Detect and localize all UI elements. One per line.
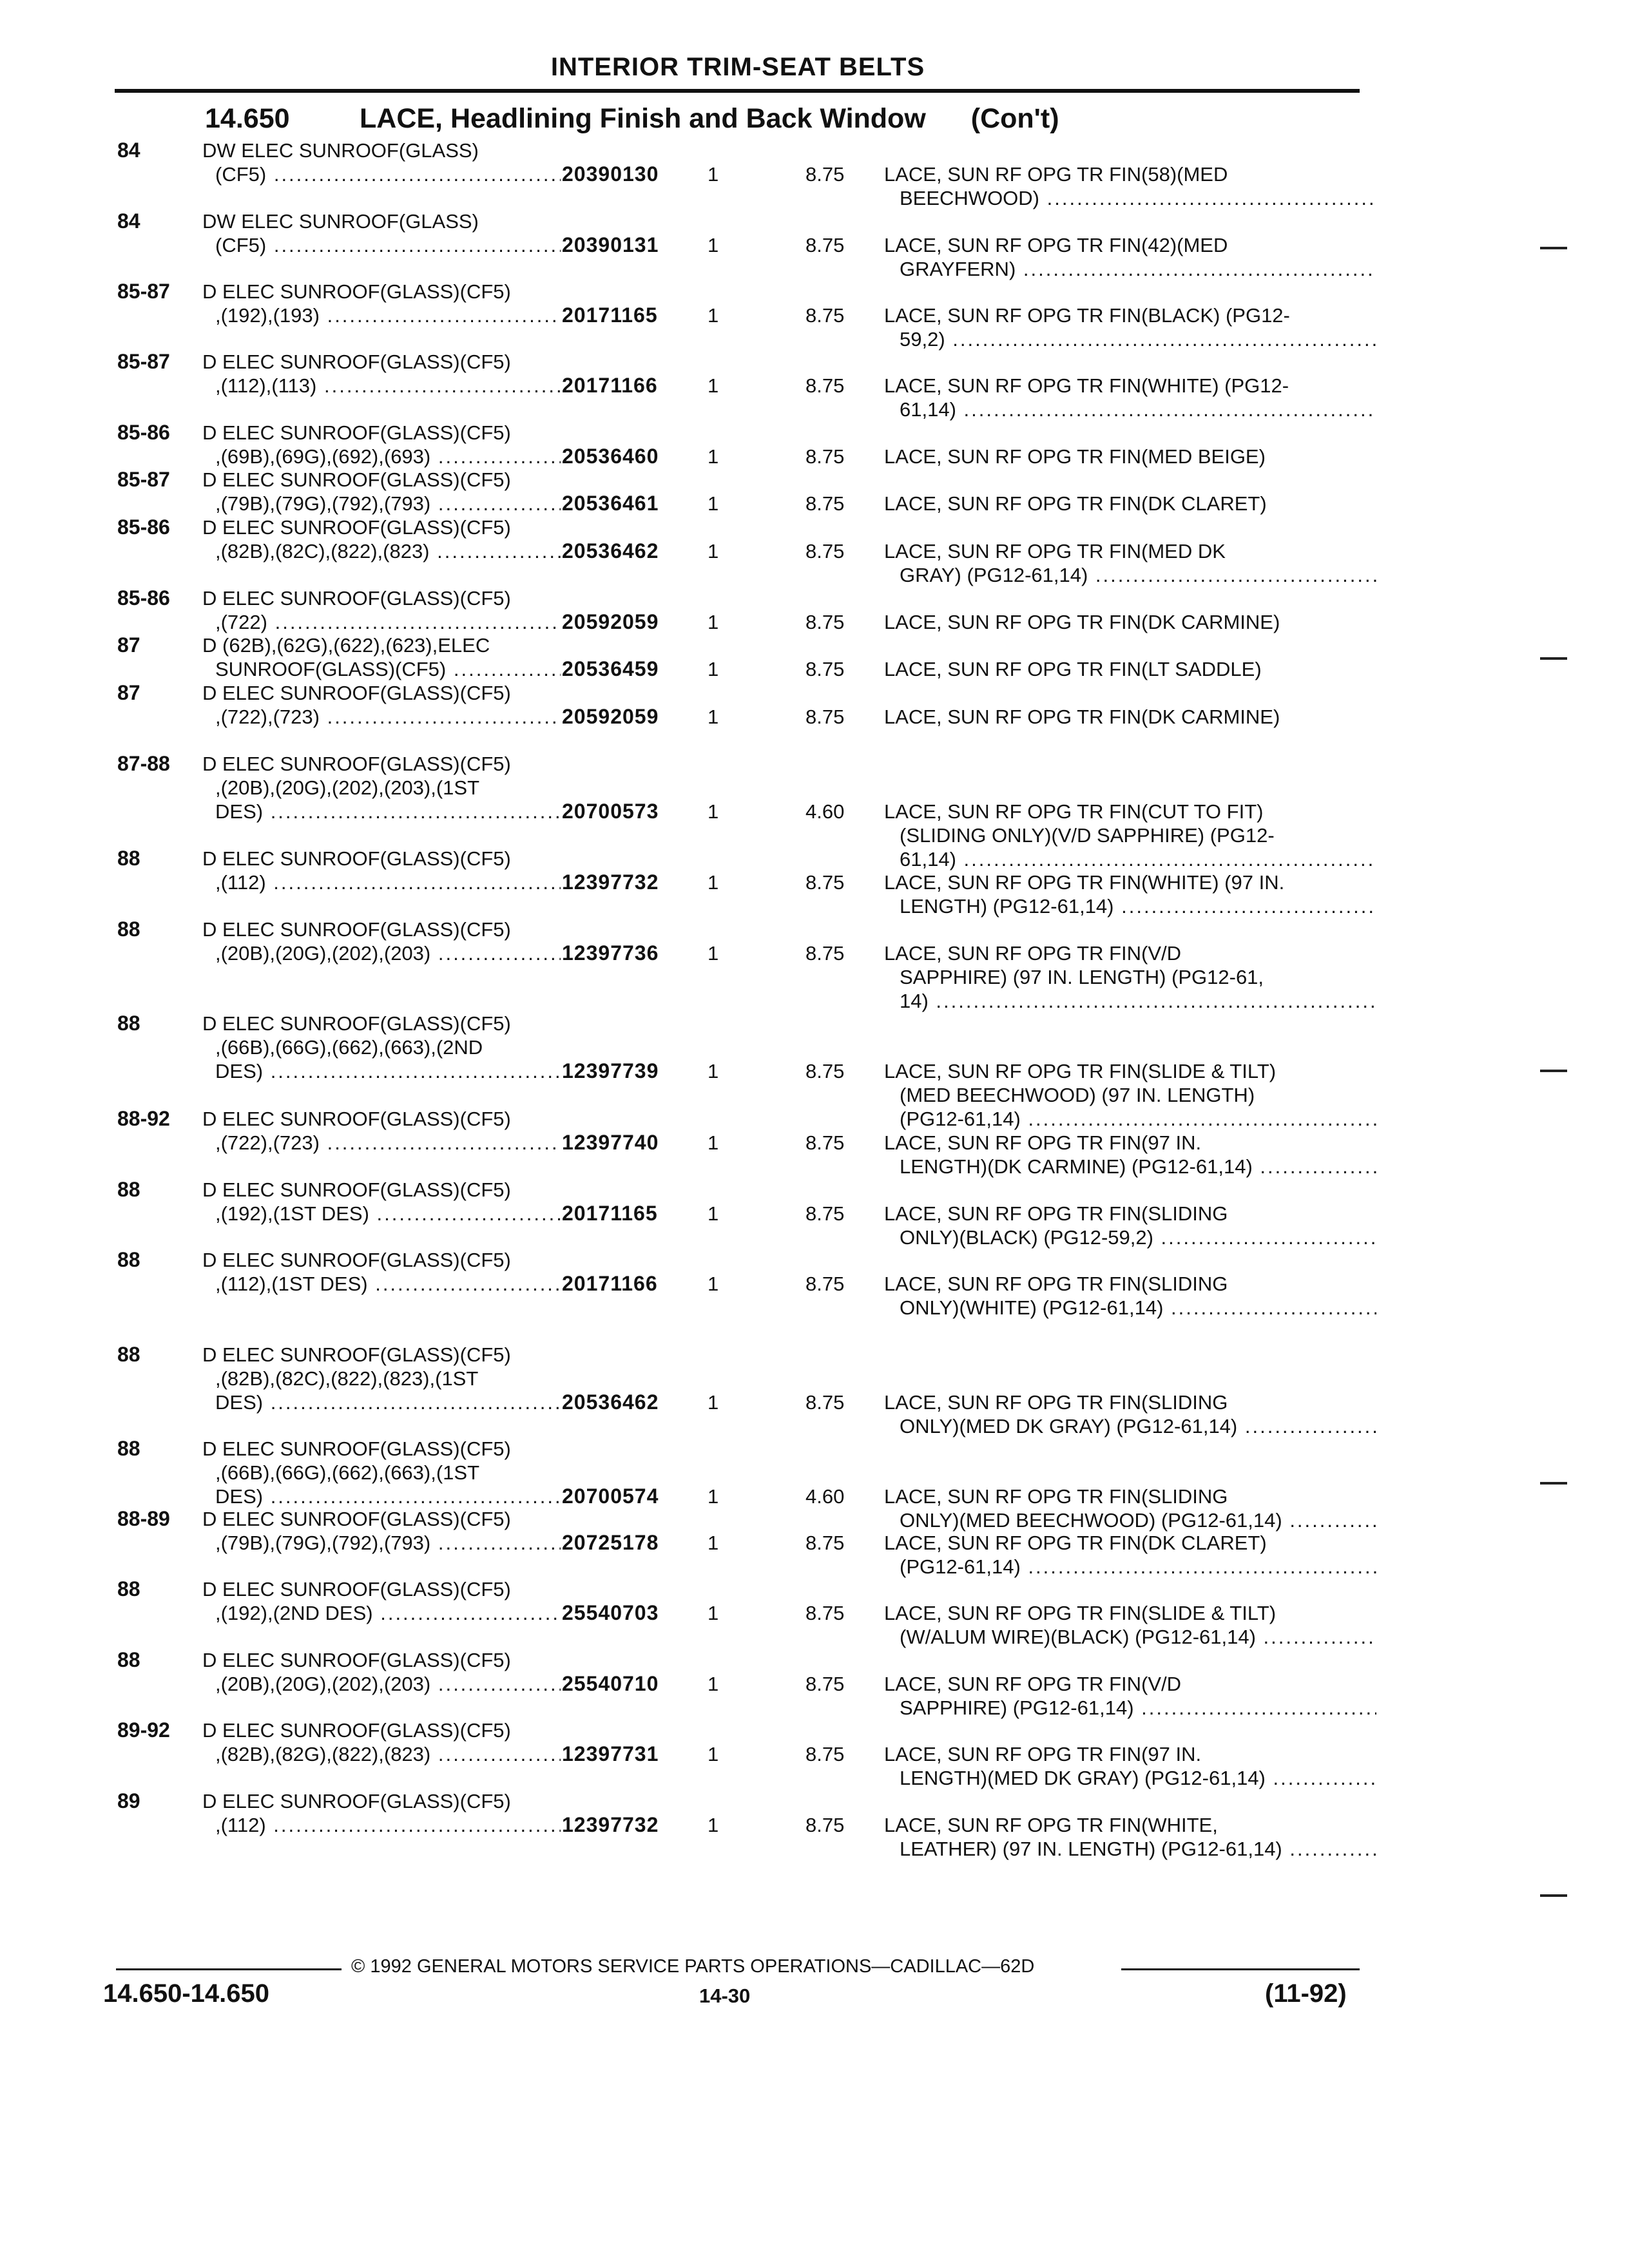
price: 8.75 <box>805 1273 845 1295</box>
model-year: 84 <box>117 139 140 162</box>
description <box>202 139 561 186</box>
description-line: D ELEC SUNROOF(GLASS)(CF5) <box>202 1108 511 1130</box>
part-name <box>884 1742 1376 1790</box>
description-line: D ELEC SUNROOF(GLASS)(CF5) <box>202 1649 511 1671</box>
part-number: 12397736 <box>562 941 659 965</box>
description-line: (CF5) ..... <box>202 162 561 186</box>
description-line: ,(192),(2ND DES) ..... <box>202 1601 561 1625</box>
part-number: 12397740 <box>562 1131 659 1154</box>
model-year: 88-89 <box>117 1507 170 1530</box>
part-name-line: LENGTH) (PG12-61,14) ..... <box>884 894 1376 918</box>
description-line: ,(112),(113) ..... <box>202 374 561 398</box>
part-number: 20592059 <box>562 705 659 728</box>
description-line: ,(82B),(82G),(822),(823) ..... <box>202 1742 561 1766</box>
description <box>202 633 561 681</box>
description-line: D ELEC SUNROOF(GLASS)(CF5) <box>202 1343 511 1366</box>
margin-mark <box>1540 1894 1567 1897</box>
quantity: 1 <box>708 800 719 823</box>
description-line: D ELEC SUNROOF(GLASS)(CF5) <box>202 421 511 444</box>
description-line: ,(66B),(66G),(662),(663),(2ND <box>215 1036 483 1059</box>
quantity: 1 <box>708 611 719 633</box>
part-name <box>884 1272 1376 1320</box>
model-year: 85-87 <box>117 468 170 491</box>
part-name <box>884 1485 1376 1532</box>
part-number: 20390131 <box>562 233 659 256</box>
description <box>202 1577 561 1625</box>
model-year: 85-87 <box>117 280 170 303</box>
price: 8.75 <box>805 445 845 468</box>
part-number: 20171165 <box>562 303 658 327</box>
part-name <box>884 303 1376 351</box>
model-year: 85-87 <box>117 350 170 373</box>
part-name-line: LACE, SUN RF OPG TR FIN(WHITE) (PG12- <box>884 374 1289 397</box>
description-line: D ELEC SUNROOF(GLASS)(CF5) <box>202 516 511 539</box>
model-year: 88 <box>117 1343 140 1366</box>
model-year: 84 <box>117 209 140 233</box>
quantity: 1 <box>708 1060 719 1082</box>
description-line: D ELEC SUNROOF(GLASS)(CF5) <box>202 1578 511 1600</box>
part-name-line: ONLY)(MED DK GRAY) (PG12-61,14) ..... <box>884 1414 1376 1438</box>
part-number: 20725178 <box>562 1531 659 1554</box>
section-number: 14.650 <box>205 103 290 134</box>
quantity: 1 <box>708 942 719 965</box>
description <box>202 468 561 515</box>
quantity: 1 <box>708 540 719 562</box>
description-line: ,(722),(723) ..... <box>202 705 561 729</box>
part-number: 12397732 <box>562 1813 659 1836</box>
part-name-line: ONLY)(WHITE) (PG12-61,14) ..... <box>884 1296 1376 1320</box>
description-line: D ELEC SUNROOF(GLASS)(CF5) <box>202 682 511 704</box>
price: 8.75 <box>805 234 845 256</box>
model-year: 88 <box>117 1178 140 1201</box>
part-name-line: LACE, SUN RF OPG TR FIN(97 IN. <box>884 1743 1202 1765</box>
price: 8.75 <box>805 1532 845 1554</box>
part-name-line: LACE, SUN RF OPG TR FIN(MED BEIGE) <box>884 445 1266 468</box>
margin-mark <box>1540 1482 1567 1485</box>
quantity: 1 <box>708 1485 719 1508</box>
part-name-line: LACE, SUN RF OPG TR FIN(BLACK) (PG12- <box>884 304 1290 327</box>
part-name <box>884 1813 1376 1861</box>
price: 8.75 <box>805 1060 845 1082</box>
part-name-line: LACE, SUN RF OPG TR FIN(WHITE) (97 IN. <box>884 871 1285 894</box>
description-line: ,(82B),(82C),(822),(823) ..... <box>202 539 561 563</box>
section-continued: (Con't) <box>970 103 1059 134</box>
part-name-line: LACE, SUN RF OPG TR FIN(DK CLARET) <box>884 1532 1267 1554</box>
part-name-line: LACE, SUN RF OPG TR FIN(42)(MED <box>884 234 1228 256</box>
part-name-line: 59,2) ..... <box>884 327 1376 351</box>
description <box>202 421 561 468</box>
description <box>202 350 561 398</box>
description <box>202 1012 561 1083</box>
description-line: D ELEC SUNROOF(GLASS)(CF5) <box>202 1178 511 1201</box>
part-name-line: BEECHWOOD) ..... <box>884 186 1376 210</box>
part-name <box>884 162 1376 210</box>
copyright-notice: © 1992 GENERAL MOTORS SERVICE PARTS OPERATIONS—CADILLAC—62D <box>351 1956 1035 1977</box>
model-year: 88 <box>117 1437 140 1460</box>
description-line: DES) ..... <box>202 800 561 823</box>
footer-rule-left <box>116 1968 342 1970</box>
footer-rule-right <box>1121 1968 1360 1970</box>
part-number: 20700574 <box>562 1485 659 1508</box>
part-number: 20592059 <box>562 610 659 633</box>
part-name-line: ONLY)(MED BEECHWOOD) (PG12-61,14) ..... <box>884 1508 1376 1532</box>
margin-mark <box>1540 1070 1567 1072</box>
description-line: D ELEC SUNROOF(GLASS)(CF5) <box>202 1790 511 1812</box>
part-name <box>884 1531 1376 1579</box>
part-name-line: LACE, SUN RF OPG TR FIN(SLIDING <box>884 1273 1228 1295</box>
price: 8.75 <box>805 1391 845 1414</box>
model-year: 88 <box>117 1648 140 1671</box>
description <box>202 1107 561 1155</box>
part-name-line: LACE, SUN RF OPG TR FIN(V/D <box>884 942 1182 965</box>
description <box>202 586 561 634</box>
price: 8.75 <box>805 1202 845 1225</box>
part-number: 12397732 <box>562 870 659 894</box>
description-line: D ELEC SUNROOF(GLASS)(CF5) <box>202 1249 511 1271</box>
description <box>202 1789 561 1837</box>
part-number: 20536459 <box>562 657 659 680</box>
description-line: D ELEC SUNROOF(GLASS)(CF5) <box>202 351 511 373</box>
description-line: ,(20B),(20G),(202),(203) ..... <box>202 941 561 965</box>
quantity: 1 <box>708 1131 719 1154</box>
quantity: 1 <box>708 492 719 515</box>
part-name <box>884 374 1376 421</box>
part-number: 20171166 <box>562 1272 658 1295</box>
price: 8.75 <box>805 658 845 680</box>
description <box>202 918 561 965</box>
description <box>202 1178 561 1225</box>
description-line: ,(722) ..... <box>202 610 561 634</box>
quantity: 1 <box>708 163 719 186</box>
description-line: (CF5) ..... <box>202 233 561 257</box>
description-line: ,(722),(723) ..... <box>202 1131 561 1155</box>
description <box>202 1248 561 1296</box>
section-range: 14.650-14.650 <box>103 1979 270 2008</box>
description-line: ,(112),(1ST DES) ..... <box>202 1272 561 1296</box>
description-line: ,(192),(193) ..... <box>202 303 561 327</box>
part-name <box>884 1202 1376 1249</box>
part-name-line: LENGTH)(MED DK GRAY) (PG12-61,14) ..... <box>884 1766 1376 1790</box>
part-name-line: LACE, SUN RF OPG TR FIN(MED DK <box>884 540 1226 562</box>
part-name-line: LENGTH)(DK CARMINE) (PG12-61,14) ..... <box>884 1155 1376 1178</box>
part-name-line: SAPPHIRE) (97 IN. LENGTH) (PG12-61, <box>900 966 1264 988</box>
quantity: 1 <box>708 1273 719 1295</box>
description <box>202 209 561 257</box>
model-year: 88 <box>117 847 140 870</box>
price: 8.75 <box>805 611 845 633</box>
part-name <box>884 1672 1376 1720</box>
price: 8.75 <box>805 163 845 186</box>
part-name <box>884 492 1267 515</box>
part-name-line: LACE, SUN RF OPG TR FIN(97 IN. <box>884 1131 1202 1154</box>
description-line: D ELEC SUNROOF(GLASS)(CF5) <box>202 918 511 941</box>
quantity: 1 <box>708 871 719 894</box>
description-line: ,(112) ..... <box>202 1813 561 1837</box>
page-number: 14-30 <box>699 1984 751 2007</box>
part-number: 20171165 <box>562 1202 658 1225</box>
quantity: 1 <box>708 658 719 680</box>
description-line: ,(79B),(79G),(792),(793) ..... <box>202 492 561 515</box>
price: 8.75 <box>805 1814 845 1836</box>
quantity: 1 <box>708 374 719 397</box>
price: 8.75 <box>805 871 845 894</box>
description-line: D ELEC SUNROOF(GLASS)(CF5) <box>202 468 511 491</box>
part-number: 12397739 <box>562 1059 659 1082</box>
description <box>202 280 561 327</box>
part-name <box>884 1059 1376 1131</box>
part-name-line: LACE, SUN RF OPG TR FIN(SLIDE & TILT) <box>884 1602 1277 1624</box>
description-line: ,(112) ..... <box>202 870 561 894</box>
part-name-line: LACE, SUN RF OPG TR FIN(58)(MED <box>884 163 1228 186</box>
part-name-line: LACE, SUN RF OPG TR FIN(LT SADDLE) <box>884 658 1262 680</box>
description-line: ,(79B),(79G),(792),(793) ..... <box>202 1531 561 1555</box>
part-name-line: ONLY)(BLACK) (PG12-59,2) ..... <box>884 1225 1376 1249</box>
price: 8.75 <box>805 1673 845 1695</box>
part-name <box>884 539 1376 587</box>
part-name <box>884 705 1280 729</box>
model-year: 89 <box>117 1789 140 1812</box>
description-line: DES) ..... <box>202 1059 561 1083</box>
quantity: 1 <box>708 1673 719 1695</box>
description <box>202 752 561 823</box>
description <box>202 1437 561 1508</box>
model-year: 88 <box>117 1012 140 1035</box>
part-name-line: (PG12-61,14) ..... <box>884 1555 1376 1579</box>
description-line: ,(192),(1ST DES) ..... <box>202 1202 561 1225</box>
quantity: 1 <box>708 234 719 256</box>
part-name-line: (MED BEECHWOOD) (97 IN. LENGTH) <box>900 1084 1255 1106</box>
model-year: 88 <box>117 1248 140 1271</box>
quantity: 1 <box>708 1602 719 1624</box>
description-line: ,(20B),(20G),(202),(203) ..... <box>202 1672 561 1696</box>
quantity: 1 <box>708 706 719 728</box>
description <box>202 681 561 729</box>
margin-mark <box>1540 247 1567 249</box>
part-name <box>884 610 1280 634</box>
description <box>202 515 561 563</box>
model-year: 85-86 <box>117 421 170 444</box>
part-name-line: LACE, SUN RF OPG TR FIN(SLIDING <box>884 1391 1228 1414</box>
price: 8.75 <box>805 942 845 965</box>
part-name-line: LACE, SUN RF OPG TR FIN(DK CLARET) <box>884 492 1267 515</box>
part-name <box>884 800 1376 871</box>
part-number: 20536461 <box>562 492 659 515</box>
description-line: ,(66B),(66G),(662),(663),(1ST <box>215 1461 480 1484</box>
description-line: DES) ..... <box>202 1485 561 1508</box>
part-number: 25540710 <box>562 1672 659 1695</box>
model-year: 85-86 <box>117 515 170 539</box>
model-year: 87 <box>117 633 140 657</box>
description-line: SUNROOF(GLASS)(CF5) ..... <box>202 657 561 681</box>
part-number: 20536462 <box>562 539 659 562</box>
part-number: 20536460 <box>562 445 659 468</box>
model-year: 88 <box>117 1577 140 1600</box>
section-title: LACE, Headlining Finish and Back Window <box>360 103 926 134</box>
description <box>202 1648 561 1696</box>
description-line: D ELEC SUNROOF(GLASS)(CF5) <box>202 753 511 775</box>
description-line: D ELEC SUNROOF(GLASS)(CF5) <box>202 1012 511 1035</box>
description-line: D (62B),(62G),(622),(623),ELEC <box>202 634 490 657</box>
description-line: D ELEC SUNROOF(GLASS)(CF5) <box>202 280 511 303</box>
price: 8.75 <box>805 1743 845 1765</box>
quantity: 1 <box>708 1814 719 1836</box>
margin-mark <box>1540 657 1567 660</box>
quantity: 1 <box>708 1532 719 1554</box>
part-name <box>884 233 1376 281</box>
description-line: ,(69B),(69G),(692),(693) ..... <box>202 445 561 468</box>
part-name-line: (SLIDING ONLY)(V/D SAPPHIRE) (PG12- <box>900 824 1275 847</box>
part-name-line: GRAYFERN) ..... <box>884 257 1376 281</box>
description <box>202 847 561 894</box>
part-name <box>884 870 1376 918</box>
description-line: DW ELEC SUNROOF(GLASS) <box>202 210 479 233</box>
part-name <box>884 941 1376 1013</box>
part-number: 20390130 <box>562 162 659 186</box>
description <box>202 1507 561 1555</box>
part-name-line: (W/ALUM WIRE)(BLACK) (PG12-61,14) ..... <box>884 1625 1376 1649</box>
model-year: 88-92 <box>117 1107 170 1130</box>
part-name <box>884 1131 1376 1178</box>
part-name <box>884 1601 1376 1649</box>
part-name-line: LACE, SUN RF OPG TR FIN(WHITE, <box>884 1814 1218 1836</box>
price: 8.75 <box>805 304 845 327</box>
revision-date: (11-92) <box>1265 1979 1347 2008</box>
part-name-line: LACE, SUN RF OPG TR FIN(CUT TO FIT) <box>884 800 1264 823</box>
description-line: D ELEC SUNROOF(GLASS)(CF5) <box>202 1437 511 1460</box>
model-year: 89-92 <box>117 1718 170 1742</box>
description-line: DES) ..... <box>202 1390 561 1414</box>
part-name-line: LACE, SUN RF OPG TR FIN(SLIDING <box>884 1485 1228 1508</box>
price: 8.75 <box>805 492 845 515</box>
part-number: 20536462 <box>562 1390 659 1414</box>
part-number: 20700573 <box>562 800 659 823</box>
description-line: ,(82B),(82C),(822),(823),(1ST <box>215 1367 479 1390</box>
part-name-line: 61,14) ..... <box>884 847 1376 871</box>
price: 4.60 <box>805 1485 845 1508</box>
part-name-line: 61,14) ..... <box>884 398 1376 421</box>
part-number: 25540703 <box>562 1601 659 1624</box>
part-name-line: LACE, SUN RF OPG TR FIN(SLIDE & TILT) <box>884 1060 1277 1082</box>
description <box>202 1343 561 1414</box>
part-name-line: LACE, SUN RF OPG TR FIN(SLIDING <box>884 1202 1228 1225</box>
part-name <box>884 1390 1376 1438</box>
quantity: 1 <box>708 304 719 327</box>
price: 8.75 <box>805 706 845 728</box>
description-line: DW ELEC SUNROOF(GLASS) <box>202 139 479 162</box>
price: 4.60 <box>805 800 845 823</box>
description-line: D ELEC SUNROOF(GLASS)(CF5) <box>202 587 511 610</box>
part-name-line: LACE, SUN RF OPG TR FIN(DK CARMINE) <box>884 611 1280 633</box>
description-line: D ELEC SUNROOF(GLASS)(CF5) <box>202 1508 511 1530</box>
description <box>202 1718 561 1766</box>
page-title: INTERIOR TRIM-SEAT BELTS <box>550 53 925 81</box>
model-year: 85-86 <box>117 586 170 610</box>
part-name-line: (PG12-61,14) ..... <box>884 1107 1376 1131</box>
part-name-line: LACE, SUN RF OPG TR FIN(DK CARMINE) <box>884 706 1280 728</box>
part-number: 12397731 <box>562 1742 659 1765</box>
price: 8.75 <box>805 540 845 562</box>
part-name-line: GRAY) (PG12-61,14) ..... <box>884 563 1376 587</box>
quantity: 1 <box>708 1743 719 1765</box>
quantity: 1 <box>708 445 719 468</box>
price: 8.75 <box>805 1131 845 1154</box>
description-line: D ELEC SUNROOF(GLASS)(CF5) <box>202 847 511 870</box>
price: 8.75 <box>805 374 845 397</box>
part-number: 20171166 <box>562 374 658 397</box>
quantity: 1 <box>708 1391 719 1414</box>
part-name <box>884 445 1266 468</box>
model-year: 88 <box>117 918 140 941</box>
part-name-line: SAPPHIRE) (PG12-61,14) ..... <box>884 1696 1376 1720</box>
part-name-line: 14) ..... <box>884 989 1376 1013</box>
part-name-line: LACE, SUN RF OPG TR FIN(V/D <box>884 1673 1182 1695</box>
part-name-line: LEATHER) (97 IN. LENGTH) (PG12-61,14) ..... <box>884 1837 1376 1861</box>
price: 8.75 <box>805 1602 845 1624</box>
model-year: 87-88 <box>117 752 170 775</box>
quantity: 1 <box>708 1202 719 1225</box>
model-year: 87 <box>117 681 140 704</box>
part-name <box>884 657 1262 681</box>
description-line: ,(20B),(20G),(202),(203),(1ST <box>215 776 480 799</box>
description-line: D ELEC SUNROOF(GLASS)(CF5) <box>202 1719 511 1742</box>
